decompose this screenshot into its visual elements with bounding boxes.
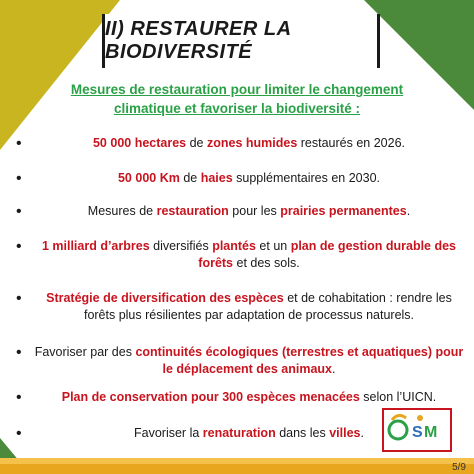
item-text: . — [332, 362, 336, 376]
svg-text:S: S — [412, 424, 423, 441]
highlighted-text: plantés — [212, 239, 256, 253]
highlighted-text: zones humides — [206, 136, 298, 150]
highlighted-text: prairies permanentes — [280, 204, 407, 218]
item-text: selon l’UICN. — [359, 390, 437, 404]
item-text: Favoriser la — [134, 426, 203, 440]
bullet-icon: • — [16, 389, 22, 406]
highlighted-text: Plan de conservation pour 300 espèces menacées — [61, 390, 360, 404]
item-text: et un — [255, 239, 291, 253]
list-item-text — [34, 389, 464, 406]
list-item-text — [34, 135, 464, 152]
subtitle-line-2: climatique et favoriser la biodiversité : — [113, 101, 361, 116]
bullet-icon: • — [16, 170, 22, 187]
section-subtitle — [40, 80, 434, 118]
highlighted-text: restauration — [156, 204, 229, 218]
highlighted-text: villes — [329, 426, 361, 440]
item-text: supplémentaires en 2030. — [232, 171, 380, 185]
item-text: et de cohabitation : rendre les forêts plus résilientes par adaptation de processus naturels. — [83, 291, 452, 322]
item-text: Mesures de — [87, 204, 157, 218]
bullet-icon: • — [16, 425, 22, 442]
item-text: de — [179, 171, 201, 185]
item-text: . — [406, 204, 411, 218]
item-text: . — [360, 426, 364, 440]
list-item-text — [34, 203, 464, 220]
item-text: restaurés en 2026. — [297, 136, 405, 150]
item-text: pour les — [228, 204, 281, 218]
item-text: Favoriser par des — [34, 345, 136, 359]
item-text: dans les — [275, 426, 330, 440]
bullet-icon: • — [16, 135, 22, 152]
bullet-icon: • — [16, 203, 22, 220]
title-box — [102, 14, 380, 68]
list-item-text — [34, 170, 464, 187]
highlighted-text: 50 000 Km — [117, 171, 180, 185]
bullet-icon: • — [16, 344, 22, 361]
highlighted-text: plan de gestion durable des forêts — [198, 239, 457, 270]
logo-icon — [384, 410, 450, 450]
highlighted-text: haies — [200, 171, 233, 185]
page-title: II) RESTAURER LA BIODIVERSITÉ — [105, 18, 291, 63]
item-text: de — [186, 136, 207, 150]
bullet-icon: • — [16, 238, 22, 255]
highlighted-text: continuités écologiques (terrestres et aquatiques) pour le déplacement des animaux — [135, 345, 464, 376]
list-item-text — [34, 344, 464, 378]
svg-text:M: M — [424, 424, 438, 441]
bottom-decoration-strip-dark — [0, 464, 474, 474]
subtitle-line-1: Mesures de restauration pour limiter le changement — [70, 82, 404, 97]
list-item-text — [34, 290, 464, 324]
highlighted-text: Stratégie de diversification des espèces — [46, 291, 284, 305]
bullet-icon: • — [16, 290, 22, 307]
highlighted-text: renaturation — [202, 426, 276, 440]
item-text: et des sols. — [233, 256, 300, 270]
organization-logo — [382, 408, 452, 452]
item-text: diversifiés — [149, 239, 213, 253]
list-item-text — [34, 238, 464, 272]
page-number: 5/9 — [452, 462, 466, 473]
highlighted-text: 50 000 hectares — [92, 136, 187, 150]
highlighted-text: 1 milliard d’arbres — [41, 239, 150, 253]
